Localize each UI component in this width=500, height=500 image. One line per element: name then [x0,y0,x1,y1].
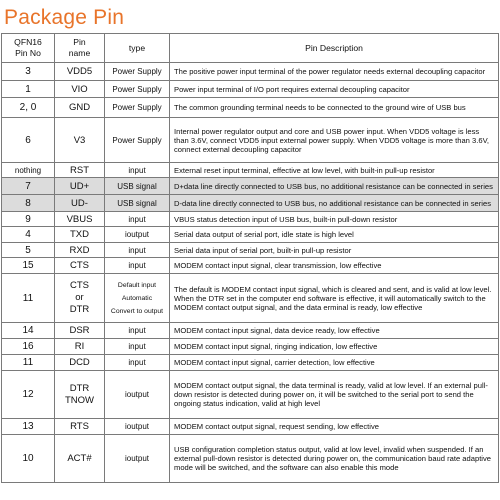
pin-table [1,33,499,483]
pin-name: ACT# [55,435,105,483]
table-row [2,419,499,435]
header-qfn-line1: QFN16 [14,37,42,47]
pin-number: 11 [2,274,55,323]
pin-description: MODEM contact output signal, request sending, low effective [170,419,499,435]
header-type: type [105,34,170,63]
pin-description: MODEM contact input signal, clear transmission, low effective [170,258,499,274]
pin-name: VIO [55,81,105,98]
pin-type: input [105,212,170,227]
pin-description: USB configuration completion status output, valid at low level, invalid when suspended. If an external pull-down resistor is detected during power on, the communication baud rate adaptive mode will be switched, and the software can also enable this mode [170,435,499,483]
pin-type: ioutput [105,419,170,435]
pin-number: 1 [2,81,55,98]
pin-name: CTS [55,258,105,274]
pin-number: 16 [2,339,55,355]
pin-type: Power Supply [105,98,170,118]
table-header-row [2,34,499,63]
header-qfn [2,34,55,63]
pin-description: MODEM contact input signal, ringing indication, low effective [170,339,499,355]
pin-description: Serial data input of serial port, built-in pull-up resistor [170,243,499,258]
table-row [2,258,499,274]
pin-type: input [105,339,170,355]
pin-number: 8 [2,195,55,212]
pin-type: input [105,243,170,258]
pin-name: RST [55,163,105,178]
pin-name: DCD [55,355,105,371]
header-desc: Pin Description [170,34,499,63]
pin-description: The common grounding terminal needs to be connected to the ground wire of USB bus [170,98,499,118]
table-row [2,178,499,195]
pin-type: Power Supply [105,63,170,81]
pin-type-line: Automatic [121,294,153,302]
pin-description: The default is MODEM contact input signal, which is cleared and sent, and is valid at low level. When the DTR set in the computer end software is effective, it will automatically switch to the MODEM contact output signal, and the data erminal is ready, low effective [170,274,499,323]
pin-name: RXD [55,243,105,258]
header-pin-line2: name [68,48,91,58]
pin-name-line: TNOW [64,394,95,406]
table-row [2,339,499,355]
table-row [2,243,499,258]
table-row [2,163,499,178]
pin-number: 9 [2,212,55,227]
pin-name: UD- [55,195,105,212]
pin-description: VBUS status detection input of USB bus, built-in pull-down resistor [170,212,499,227]
pin-number: nothing [2,163,55,178]
table-row [2,81,499,98]
table-row [2,435,499,483]
pin-name: RTS [55,419,105,435]
pin-type: USB signal [105,178,170,195]
table-row [2,63,499,81]
pin-type: ioutput [105,435,170,483]
header-qfn-line2: Pin No [15,48,41,58]
page-title: Package Pin [4,6,125,29]
table-row [2,195,499,212]
pin-type: input [105,323,170,339]
pin-description: D-data line directly connected to USB bus, no additional resistance can be connected in series [170,195,499,212]
table-row [2,355,499,371]
table-row [2,274,499,323]
pin-description: D+data line directly connected to USB bus, no additional resistance can be connected in series [170,178,499,195]
pin-name [55,274,105,323]
pin-number: 13 [2,419,55,435]
pin-type: input [105,355,170,371]
pin-description: Internal power regulator output and core and USB power input. When VDD5 voltage is less than 3.6V, connect VDD5 input external power supply. When VDD5 voltage is more than 3.6V, connect external decoupling capacitor [170,118,499,163]
pin-name-line: DTR [69,382,90,394]
pin-number: 7 [2,178,55,195]
pin-number: 10 [2,435,55,483]
pin-type: Power Supply [105,81,170,98]
pin-number: 14 [2,323,55,339]
table-row [2,323,499,339]
pin-number: 6 [2,118,55,163]
pin-name: DSR [55,323,105,339]
pin-name: V3 [55,118,105,163]
pin-number: 3 [2,63,55,81]
pin-name: TXD [55,227,105,243]
table-row [2,371,499,419]
pin-name: VBUS [55,212,105,227]
pin-name-line: DTR [69,304,90,315]
pin-name: VDD5 [55,63,105,81]
pin-number: 5 [2,243,55,258]
pin-type: input [105,258,170,274]
pin-name-line: or [75,292,84,303]
pin-description: The positive power input terminal of the power regulator needs external decoupling capacitor [170,63,499,81]
pin-name-line: CTS [70,280,89,291]
pin-number: 15 [2,258,55,274]
pin-name: UD+ [55,178,105,195]
pin-type [105,274,170,323]
pin-type-line: Default input [117,281,157,289]
pin-name: GND [55,98,105,118]
pin-description: MODEM contact output signal, the data terminal is ready, valid at low level. If an external pull-down resistor is detected during power on, it will be switched to the serial port to send the ongoing status indication, valid at high level [170,371,499,419]
table-row [2,212,499,227]
pin-type: input [105,163,170,178]
table-row [2,118,499,163]
pin-description: MODEM contact input signal, data device ready, low effective [170,323,499,339]
pin-description: MODEM contact input signal, carrier detection, low effective [170,355,499,371]
pin-type: ioutput [105,371,170,419]
pin-type: USB signal [105,195,170,212]
header-pin-line1: Pin [73,37,86,47]
pin-name: RI [55,339,105,355]
pin-type: Power Supply [105,118,170,163]
pin-number: 4 [2,227,55,243]
pin-description: Serial data output of serial port, idle state is high level [170,227,499,243]
pin-type-line: Convert to output [110,307,164,315]
pin-name [55,371,105,419]
pin-number: 11 [2,355,55,371]
header-pin-name [55,34,105,63]
pin-type: ioutput [105,227,170,243]
pin-description: Power input terminal of I/O port requires external decoupling capacitor [170,81,499,98]
table-row [2,98,499,118]
pin-number: 12 [2,371,55,419]
pin-description: External reset input terminal, effective at low level, with built-in pull-up resistor [170,163,499,178]
table-row [2,227,499,243]
pin-number: 2, 0 [2,98,55,118]
